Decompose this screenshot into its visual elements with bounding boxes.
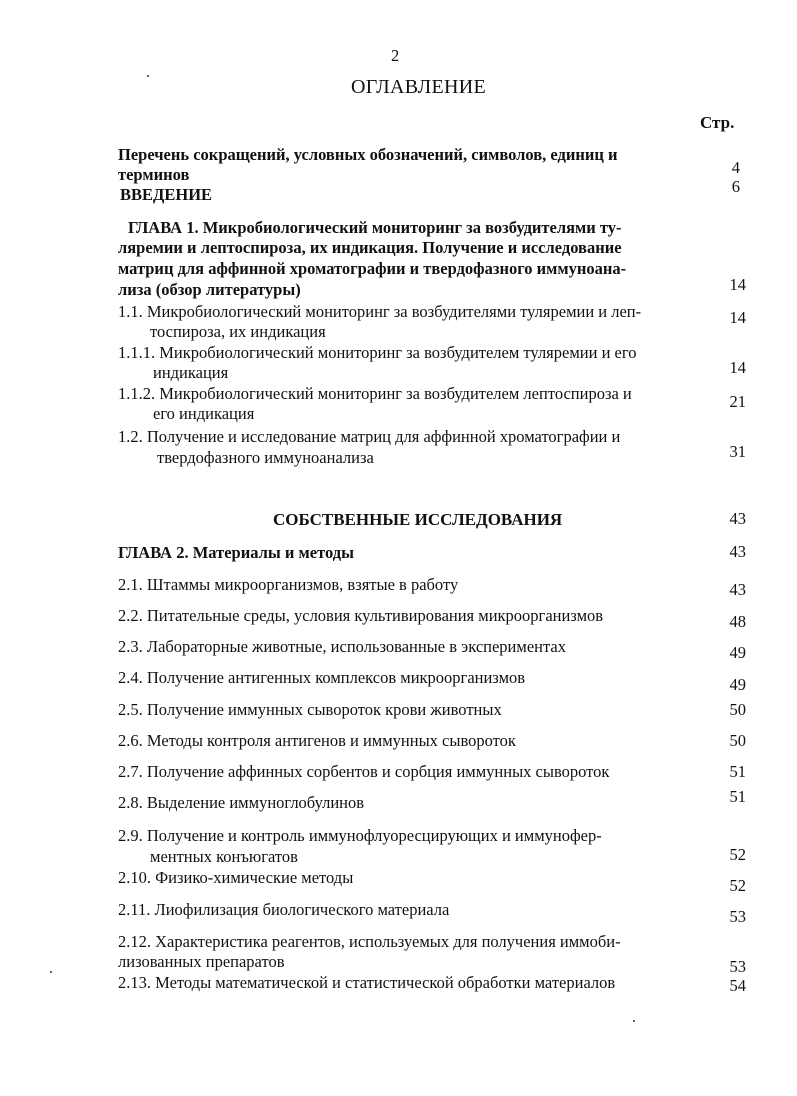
toc-entry-line: терминов — [118, 165, 190, 184]
scan-speck — [50, 971, 52, 973]
toc-entry-line: 1.2. Получение и исследование матриц для аффинной хроматографии и — [118, 427, 621, 446]
toc-entry-line: 2.8. Выделение иммуноглобулинов — [118, 793, 365, 812]
page-column-header: Стр. — [700, 113, 735, 132]
toc-page-number: 49 — [729, 643, 746, 662]
scan-speck — [147, 75, 149, 77]
toc-page-number: 51 — [729, 762, 746, 781]
toc-entry-line: 2.13. Методы математической и статистической обработки материалов — [118, 973, 616, 992]
toc-entry-line: ВВЕДЕНИЕ — [120, 185, 213, 204]
toc-entry-line: 2.9. Получение и контроль иммунофлуоресцирующих и иммунофер- — [118, 826, 602, 845]
toc-entry-line: СОБСТВЕННЫЕ ИССЛЕДОВАНИЯ — [273, 510, 563, 529]
toc-page-number: 50 — [729, 731, 746, 750]
toc-entry-line: индикация — [153, 363, 229, 382]
toc-entry-line: 2.12. Характеристика реагентов, используемых для получения иммоби- — [118, 932, 621, 951]
toc-page-number: 43 — [729, 580, 746, 599]
toc-page-number: 43 — [729, 542, 746, 561]
toc-page-number: 51 — [729, 787, 746, 806]
toc-entry-line: Перечень сокращений, условных обозначений, символов, единиц и — [118, 145, 618, 164]
toc-entry-line: 2.3. Лабораторные животные, использованные в экспериментах — [118, 637, 566, 656]
toc-page-number: 48 — [729, 612, 746, 631]
toc-entry-line: 1.1.2. Микробиологический мониторинг за возбудителем лептоспироза и — [118, 384, 632, 403]
toc-page-number: 53 — [729, 957, 746, 976]
toc-entry-line: 1.1. Микробиологический мониторинг за возбудителями туляремии и леп- — [118, 302, 642, 321]
toc-page-number: 14 — [729, 275, 746, 294]
toc-page-number: 6 — [731, 177, 740, 196]
toc-entry-line: ментных конъюгатов — [150, 847, 298, 866]
toc-entry-line: 2.1. Штаммы микроорганизмов, взятые в работу — [118, 575, 459, 594]
toc-entry-line: 1.1.1. Микробиологический мониторинг за возбудителем туляремии и его — [118, 343, 637, 362]
toc-entry-line: его индикация — [153, 404, 255, 423]
toc-entry-line: 2.4. Получение антигенных комплексов микроорганизмов — [118, 668, 526, 687]
toc-entry-line: матриц для аффинной хроматографии и твердофазного иммуноана- — [118, 259, 627, 278]
toc-page-number: 53 — [729, 907, 746, 926]
toc-entry-line: лиза (обзор литературы) — [118, 280, 301, 299]
toc-page-number: 52 — [729, 845, 746, 864]
toc-entry-line: ГЛАВА 1. Микробиологический мониторинг за возбудителями ту- — [128, 218, 622, 237]
page-number: 2 — [391, 46, 400, 65]
toc-page-number: 49 — [729, 675, 746, 694]
toc-page-number: 4 — [731, 158, 740, 177]
toc-page-number: 14 — [729, 308, 746, 327]
toc-entry-line: 2.2. Питательные среды, условия культивирования микроорганизмов — [118, 606, 604, 625]
toc-page-number: 52 — [729, 876, 746, 895]
toc-page-number: 31 — [729, 442, 746, 461]
toc-entry-line: тоспироза, их индикация — [150, 322, 326, 341]
toc-entry-line: 2.7. Получение аффинных сорбентов и сорбция иммунных сывороток — [118, 762, 610, 781]
toc-page-number: 43 — [729, 509, 746, 528]
toc-page-number: 14 — [729, 358, 746, 377]
page-title: ОГЛАВЛЕНИЕ — [351, 76, 486, 98]
toc-entry-line: 2.6. Методы контроля антигенов и иммунных сывороток — [118, 731, 516, 750]
scan-speck — [633, 1020, 635, 1022]
toc-page-number: 21 — [729, 392, 746, 411]
toc-entry-line: 2.10. Физико-химические методы — [118, 868, 354, 887]
toc-page-number: 50 — [729, 700, 746, 719]
toc-entry-line: ляремии и лептоспироза, их индикация. Получение и исследование — [118, 238, 622, 257]
toc-entry-line: лизованных препаратов — [118, 952, 285, 971]
toc-entry-line: твердофазного иммуноанализа — [157, 448, 374, 467]
toc-entry-line: ГЛАВА 2. Материалы и методы — [118, 543, 354, 562]
toc-entry-line: 2.5. Получение иммунных сывороток крови животных — [118, 700, 502, 719]
toc-entry-line: 2.11. Лиофилизация биологического материала — [118, 900, 450, 919]
toc-page-number: 54 — [729, 976, 746, 995]
